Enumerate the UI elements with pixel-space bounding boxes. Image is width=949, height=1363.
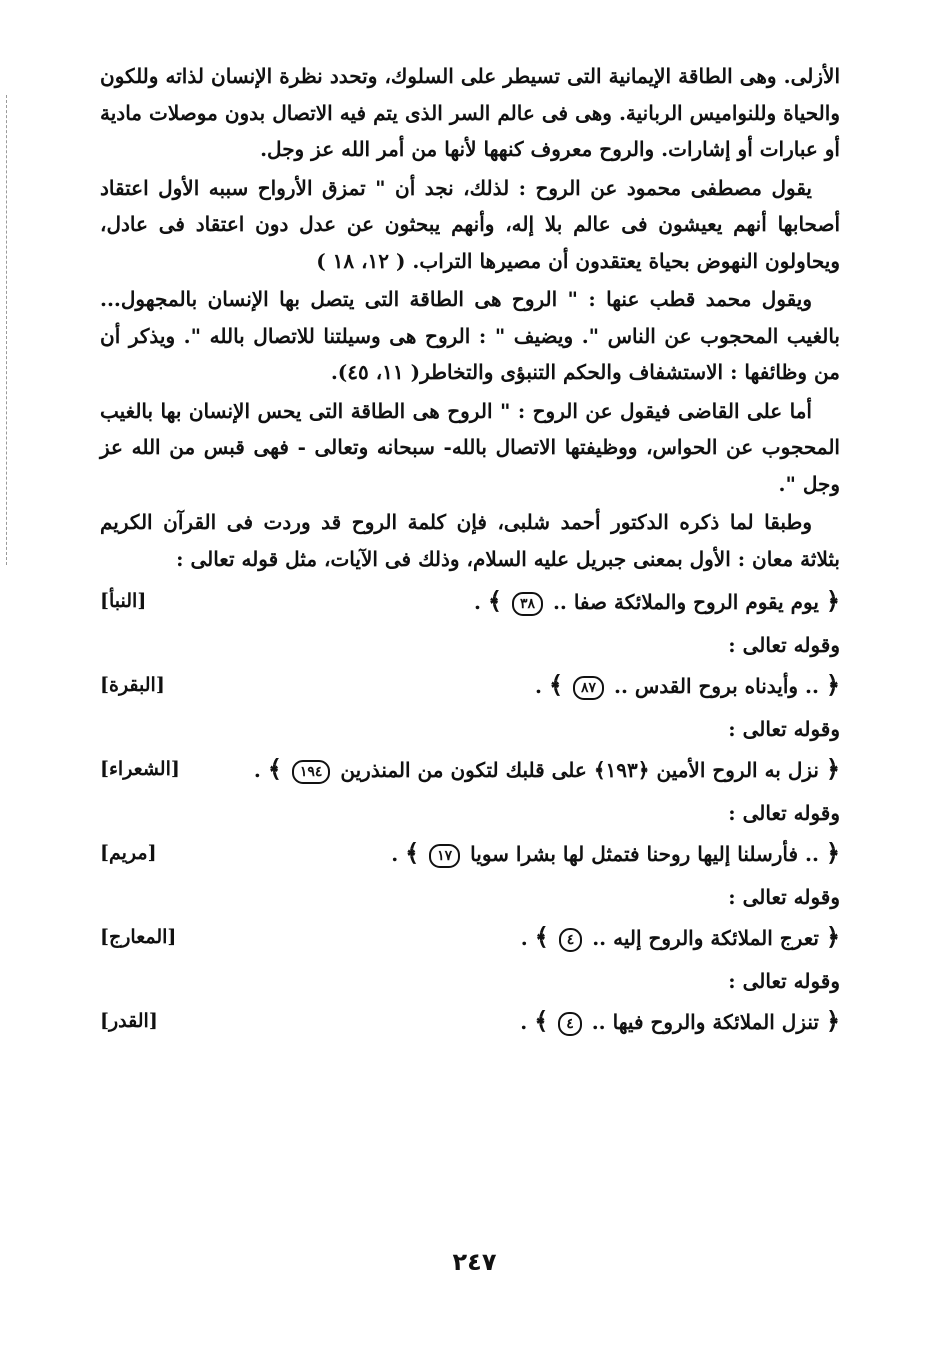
paragraph-2: يقول مصطفى محمود عن الروح : لذلك، نجد أن " تمزق الأرواح سببه الأول اعتقاد أصحابها أنهم يعيشون فى عالم بلا إله، وأنهم يبحثون عن عدل دون اعتقاد فى عادل، ويحاولون النهوض بحياة يعتقدون أن مصيرها التراب. ( ١٢، ١٨ ) xyxy=(100,175,840,273)
ayah-number: ٣٨ xyxy=(512,592,543,616)
verse-words: يوم يقوم الروح والملائكة صفا .. xyxy=(552,590,819,614)
verse-words: تنزل الملائكة والروح فيها .. xyxy=(591,1010,819,1034)
verse-intro: وقوله تعالى : xyxy=(728,717,840,741)
verse-close-bracket: ﴾ xyxy=(534,922,549,951)
verse-open-bracket: ﴿ xyxy=(825,922,840,951)
verse-text: ﴿ تعرج الملائكة والروح إليه .. ٤ ﴾ . xyxy=(520,922,840,951)
ayah-number: ١٧ xyxy=(429,844,460,868)
verse-text: ﴿ .. فأرسلنا إليها روحنا فتمثل لها بشرا سويا ١٧ ﴾ . xyxy=(391,838,840,867)
verse-open-bracket: ﴿ xyxy=(825,586,840,615)
ayah-number: ١٩٤ xyxy=(292,760,331,784)
verse-intro: وقوله تعالى : xyxy=(728,969,840,993)
verse-row xyxy=(100,663,840,707)
verse-open-bracket: ﴿ xyxy=(825,754,840,783)
page-body xyxy=(100,58,840,1043)
verse-intro: وقوله تعالى : xyxy=(728,801,840,825)
verse-text: ﴿ تنزل الملائكة والروح فيها .. ٤ ﴾ . xyxy=(520,1006,840,1035)
verse-text: ﴿ نزل به الروح الأمين ﴿١٩٣﴾ على قلبك لتكون من المنذرين ١٩٤ ﴾ . xyxy=(253,754,840,783)
surah-name: [مريم] xyxy=(100,842,157,864)
verse-intro: وقوله تعالى : xyxy=(728,633,840,657)
paragraph-4: أما على القاضى فيقول عن الروح : " الروح هى الطاقة التى يحس الإنسان بها بالغيب المحجوب عن الحواس، ووظيفتها الاتصال بالله- سبحانه وتعالى - فهى قبس من الله عز وجل ". xyxy=(100,398,840,496)
verse-row xyxy=(100,999,840,1043)
verse-row xyxy=(100,831,840,875)
verse-row xyxy=(100,915,840,959)
verse-words: .. وأيدناه بروح القدس .. xyxy=(613,674,819,698)
verse-close-bracket: ﴾ xyxy=(487,586,502,615)
verse-text: ﴿ .. وأيدناه بروح القدس .. ٨٧ ﴾ . xyxy=(535,670,840,699)
ayah-number: ٤ xyxy=(558,1012,582,1036)
verse-open-bracket: ﴿ xyxy=(825,1006,840,1035)
surah-name: [النبأ] xyxy=(100,590,147,612)
verse-text: ﴿ يوم يقوم الروح والملائكة صفا .. ٣٨ ﴾ . xyxy=(473,586,840,615)
verse-row xyxy=(100,747,840,791)
page-number: ٢٤٧ xyxy=(452,1248,497,1276)
verse-words: .. فأرسلنا إليها روحنا فتمثل لها بشرا سويا xyxy=(470,842,819,866)
verse-close-bracket: ﴾ xyxy=(534,1006,549,1035)
verse-close-bracket: ﴾ xyxy=(405,838,420,867)
verse-close-bracket: ﴾ xyxy=(267,754,282,783)
verse-close-bracket: ﴾ xyxy=(548,670,563,699)
verse-open-bracket: ﴿ xyxy=(825,670,840,699)
ayah-number: ٨٧ xyxy=(573,676,604,700)
surah-name: [البقرة] xyxy=(100,674,165,696)
paragraph-5: وطبقا لما ذكره الدكتور أحمد شلبى، فإن كلمة الروح قد وردت فى القرآن الكريم بثلاثة معان : الأول بمعنى جبريل عليه السلام، وذلك فى الآيات، مثل قوله تعالى : xyxy=(100,510,840,571)
scan-edge-mark xyxy=(6,95,7,565)
verse-open-bracket: ﴿ xyxy=(825,838,840,867)
verse-list xyxy=(100,579,840,1043)
paragraph-3: ويقول محمد قطب عنها : " الروح هى الطاقة التى يتصل بها الإنسان بالمجهول... بالغيب المحجوب عن الناس ". ويضيف " : الروح هى وسيلتنا للاتصال بالله ". ويذكر أن من وظائفها : الاستشفاف والحكم التنبؤى والتخاطر( ١١، ٤٥). xyxy=(100,287,840,384)
surah-name: [القدر] xyxy=(100,1010,158,1032)
verse-intro: وقوله تعالى : xyxy=(728,885,840,909)
ayah-number: ٤ xyxy=(559,928,583,952)
paragraph-1: الأزلى. وهى الطاقة الإيمانية التى تسيطر على السلوك، وتحدد نظرة الإنسان لذاته وللكون والحياة وللنواميس الربانية. وهى فى عالم السر الذى يتم فيه الاتصال بدون موصلات مادية أو عبارات أو إشارات. والروح معروف كنهها لأنها من أمر الله عز وجل. xyxy=(100,64,840,161)
surah-name: [الشعراء] xyxy=(100,758,180,780)
verse-words: نزل به الروح الأمين ﴿١٩٣﴾ على قلبك لتكون من المنذرين xyxy=(340,758,819,782)
verse-row xyxy=(100,579,840,623)
surah-name: [المعارج] xyxy=(100,926,177,948)
verse-words: تعرج الملائكة والروح إليه .. xyxy=(592,926,819,950)
